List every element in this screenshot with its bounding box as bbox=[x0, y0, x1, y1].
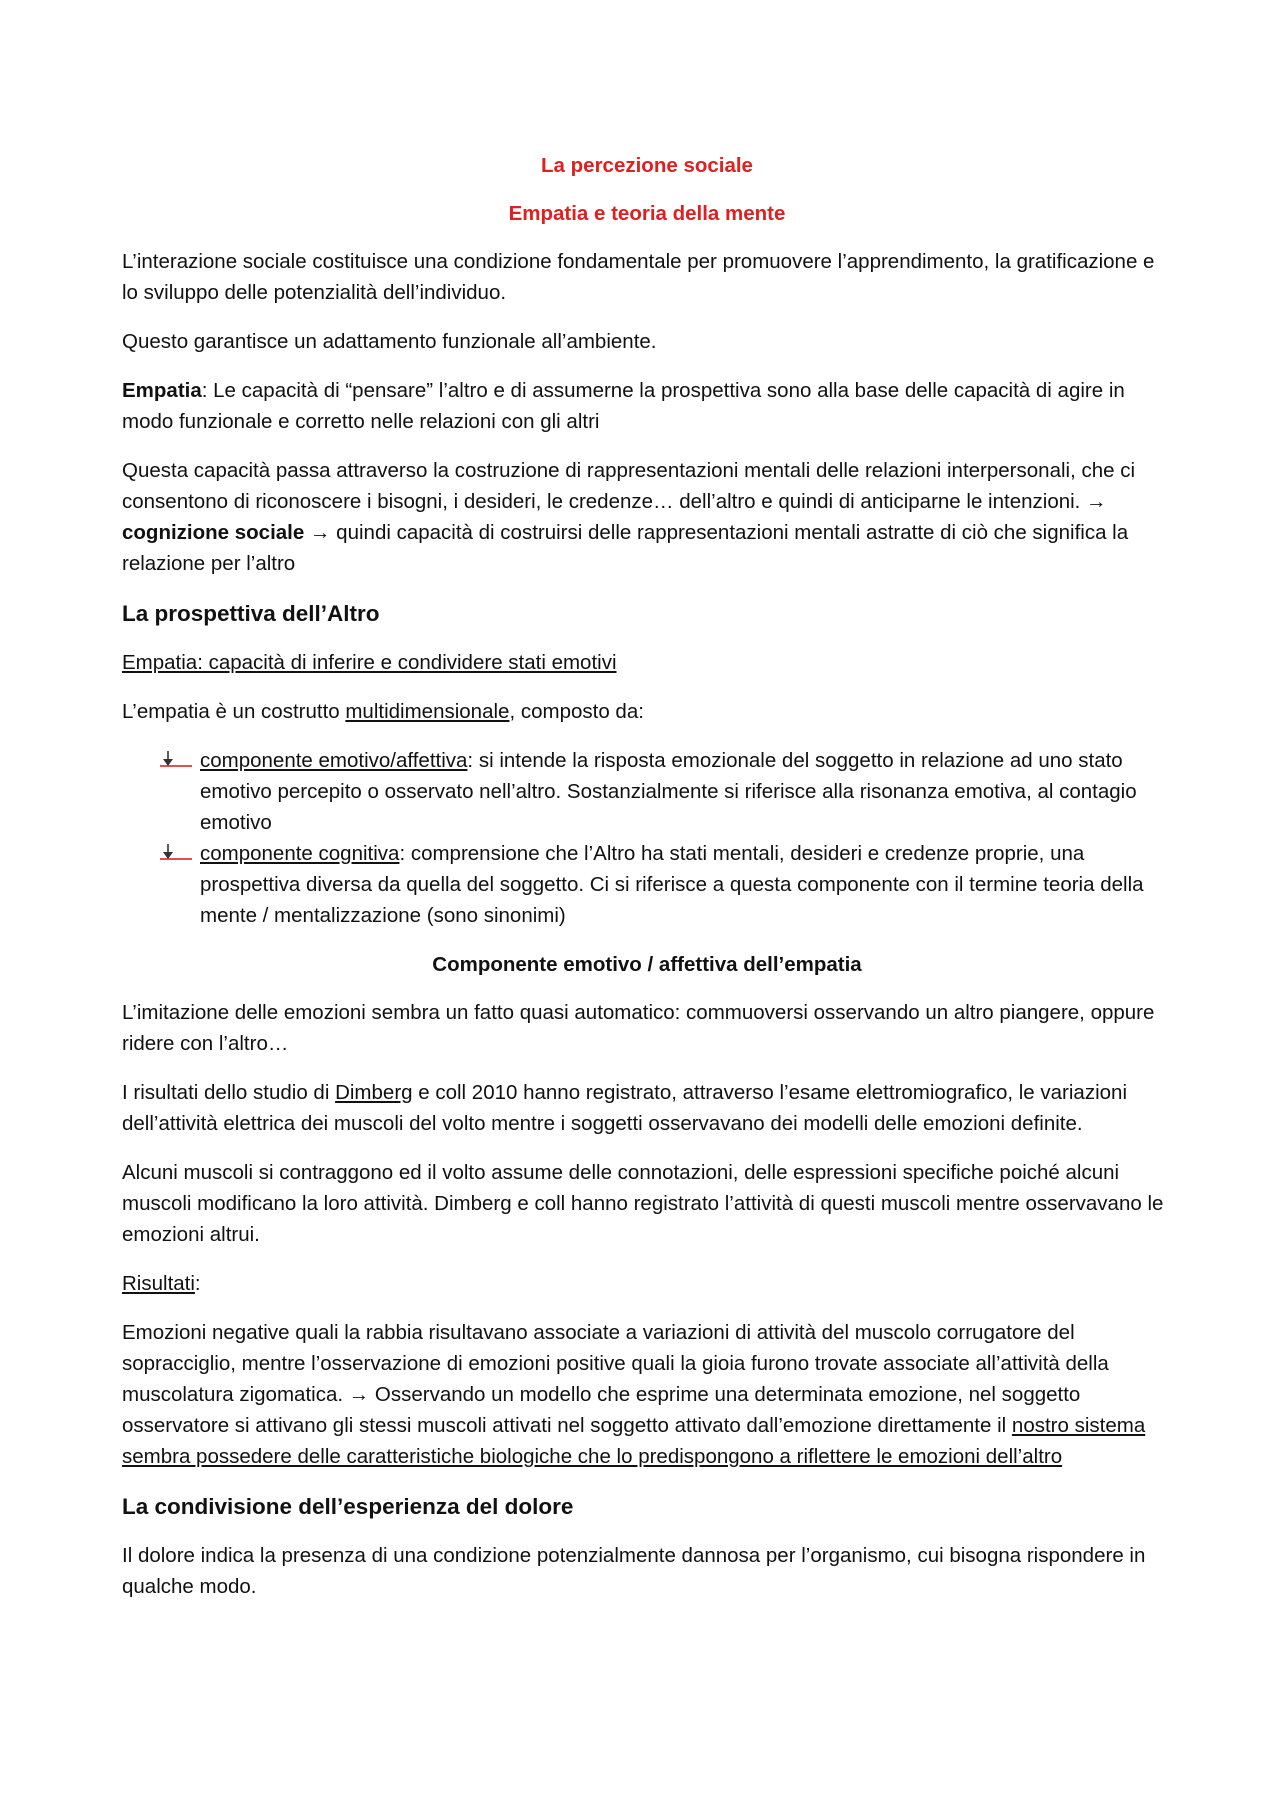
empatia-definition-paragraph bbox=[122, 375, 1172, 437]
risultati-label-paragraph bbox=[122, 1268, 1172, 1299]
construct-text-b: , composto da: bbox=[509, 700, 644, 723]
arrow-icon: → bbox=[1086, 490, 1107, 513]
section-heading-componente-emotivo: Componente emotivo / affettiva dell’empatia bbox=[432, 953, 862, 976]
empatia-text: : Le capacità di “pensare” l’altro e di assumerne la prospettiva sono alla base delle capacità di agire in modo funzionale e corretto nelle relazioni con gli altri bbox=[122, 379, 1125, 433]
bullet-text: : si intende la risposta emozionale del soggetto in relazione ad uno stato emotivo percepito o osservato nell’altro. Sostanzialmente si riferisce alla risonanza emotiva, al contagio emotivo bbox=[200, 749, 1137, 834]
intro-paragraph-4 bbox=[122, 455, 1172, 579]
section-heading-dolore: La condivisione dell’esperienza del dolore bbox=[122, 1494, 574, 1519]
arrow-icon: → bbox=[309, 521, 331, 544]
risultati-label: Risultati bbox=[122, 1272, 195, 1295]
dimberg-text-b: e coll 2010 hanno registrato, attraverso l’esame elettromiografico, le variazioni dell’attività elettrica dei muscoli del volto mentre i soggetti osservavano dei modelli delle emozioni definite. bbox=[122, 1081, 1127, 1135]
arrow-down-bullet-icon bbox=[158, 745, 194, 776]
intro-paragraph-1: L’interazione sociale costituisce una condizione fondamentale per promuovere l’apprendimento, la gratificazione e lo sviluppo delle potenzialità dell’individuo. bbox=[122, 250, 1155, 304]
components-list bbox=[122, 745, 1172, 931]
empatia-term: Empatia bbox=[122, 379, 202, 402]
risultati-text-b: Osservando un modello che esprime una determinata emozione, nel soggetto osservatore si attivano gli stessi muscoli attivati nel soggetto attivato dall’emozione direttamente il bbox=[122, 1383, 1081, 1437]
dolore-paragraph: Il dolore indica la presenza di una condizione potenzialmente dannosa per l’organismo, cui bisogna rispondere in qualche modo. bbox=[122, 1544, 1146, 1598]
section-heading-prospettiva: La prospettiva dell’Altro bbox=[122, 601, 380, 626]
risultati-text-a: Emozioni negative quali la rabbia risultavano associate a variazioni di attività del muscolo corrugatore del sopracciglio, mentre l’osservazione di emozioni positive quali la gioia furono trovate associate all’attività della muscolatura zigomatica. bbox=[122, 1321, 1109, 1406]
document-page bbox=[122, 150, 1172, 1620]
empatia-short-definition: Empatia: capacità di inferire e condividere stati emotivi bbox=[122, 651, 617, 674]
risultati-underlined-text: nostro sistema sembra possedere delle caratteristiche biologiche che lo predispongono a riflettere le emozioni dell’altro bbox=[122, 1414, 1146, 1468]
list-item bbox=[200, 838, 1172, 931]
bullet-text: : comprensione che l’Altro ha stati mentali, desideri e credenze proprie, una prospettiva diversa da quella del soggetto. Ci si riferisce a questa componente con il termine teoria della mente / mentalizzazione (sono sinonimi) bbox=[200, 842, 1144, 927]
dimberg-term: Dimberg bbox=[335, 1081, 413, 1104]
intro-p4-text-b: quindi capacità di costruirsi delle rappresentazioni mentali astratte di ciò che significa la relazione per l’altro bbox=[122, 521, 1129, 575]
dimberg-text-a: I risultati dello studio di bbox=[122, 1081, 336, 1104]
dimberg-paragraph bbox=[122, 1077, 1172, 1139]
risultati-colon: : bbox=[194, 1272, 201, 1295]
list-item bbox=[200, 745, 1172, 838]
document-subtitle: Empatia e teoria della mente bbox=[508, 202, 786, 225]
intro-paragraph-2: Questo garantisce un adattamento funzionale all’ambiente. bbox=[122, 330, 657, 353]
imitazione-paragraph: L’imitazione delle emozioni sembra un fatto quasi automatico: commuoversi osservando un altro piangere, oppure ridere con l’altro… bbox=[122, 1001, 1155, 1055]
muscoli-paragraph: Alcuni muscoli si contraggono ed il volto assume delle connotazioni, delle espressioni specifiche poiché alcuni muscoli modificano la loro attività. Dimberg e coll hanno registrato l’attività di questi muscoli mentre osservavano le emozioni altrui. bbox=[122, 1161, 1164, 1246]
construct-text-a: L’empatia è un costrutto bbox=[122, 700, 346, 723]
multidimensionale-term: multidimensionale bbox=[345, 700, 510, 723]
bullet-term: componente cognitiva bbox=[200, 842, 400, 865]
bullet-term: componente emotivo/affettiva bbox=[200, 749, 468, 772]
document-title: La percezione sociale bbox=[541, 154, 753, 177]
intro-p4-text-a: Questa capacità passa attraverso la costruzione di rappresentazioni mentali delle relazioni interpersonali, che ci consentono di riconoscere i bisogni, i desideri, le credenze… dell’altro e quindi di anticiparne le intenzioni. bbox=[122, 459, 1136, 513]
cognizione-sociale-term: cognizione sociale bbox=[122, 521, 305, 544]
risultati-paragraph bbox=[122, 1317, 1172, 1472]
arrow-icon: → bbox=[348, 1383, 370, 1406]
empatia-construct-paragraph bbox=[122, 696, 1172, 727]
arrow-down-bullet-icon bbox=[158, 838, 194, 869]
